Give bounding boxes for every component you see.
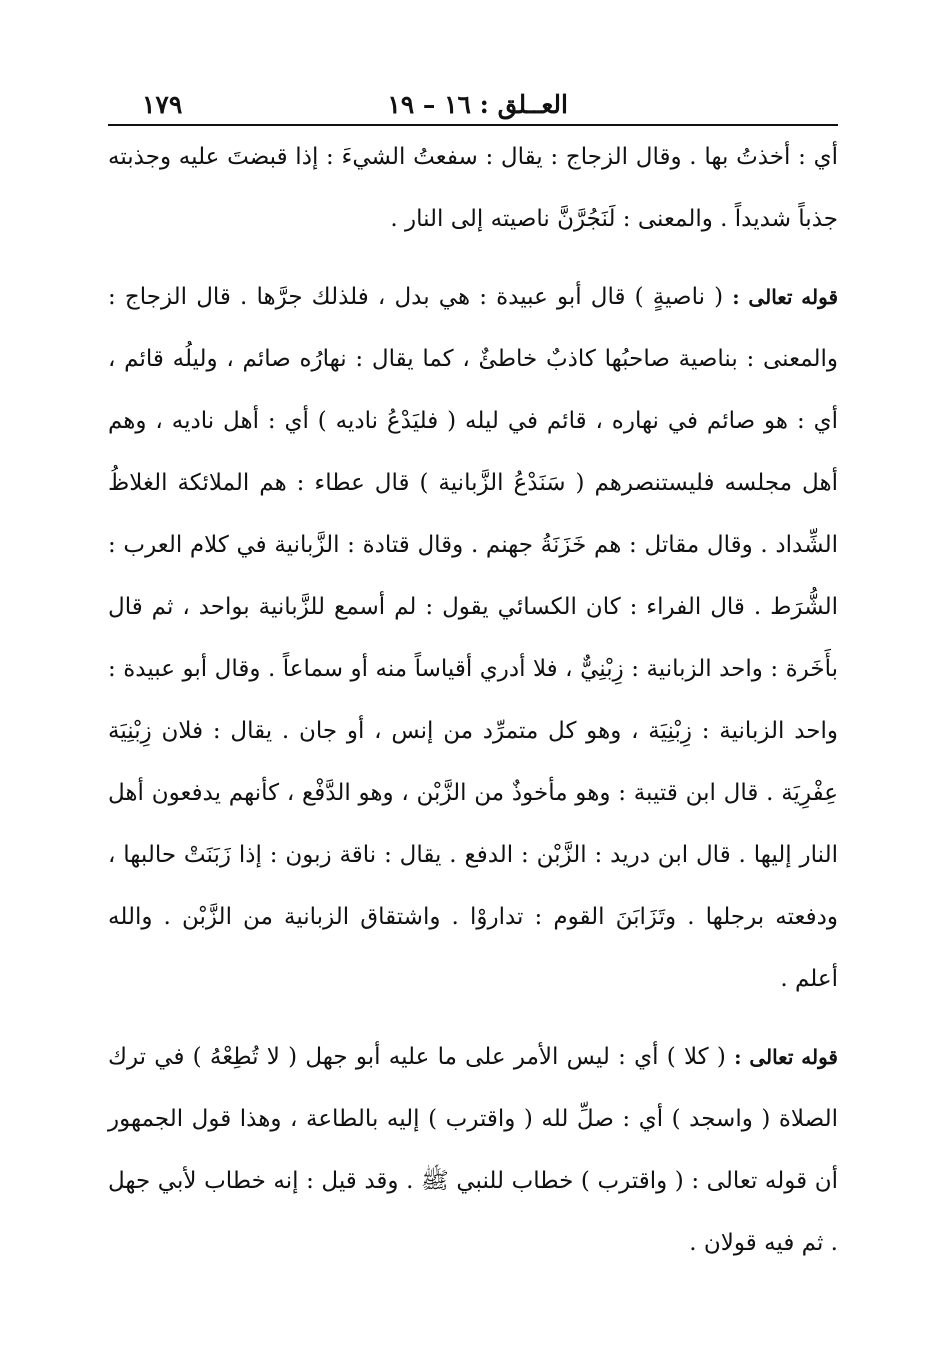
paragraph-3-text: ( كلا ) أي : ليس الأمر على ما عليه أبو جهل ( لا تُطِعْهُ ) في ترك الصلاة ( واسجد ) أي : صلِّ لله ( واقترب ) إليه بالطاعة ، وهذا قول الجمهور أن قوله تعالى : ( واقترب ) خطاب للنبي ﷺ . وقد قيل : إنه خطاب لأبي جهل . ثم فيه قولان . [108,1044,838,1256]
paragraph-1-text: أي : أخذتُ بها . وقال الزجاج : يقال : سفعتُ الشيءَ : إذا قبضتَ عليه وجذبته جذباً شديداً . والمعنى : لَنَجُرَّنَّ ناصيته إلى النار . [108,144,838,232]
paragraph-2-lead: قوله تعالى : [732,285,838,309]
paragraph-1 [108,126,838,250]
page-number: ١٧٩ [142,90,183,119]
header-divider [108,124,838,126]
running-header [108,82,838,126]
paragraph-2-text: ( ناصيةٍ ) قال أبو عبيدة : هي بدل ، فلذلك جرَّها . قال الزجاج : والمعنى : بناصية صاحبُها كاذبٌ خاطئٌ ، كما يقال : نهارُه صائم ، وليلُه قائم ، أي : هو صائم في نهاره ، قائم في ليله ( فليَدْعُ ناديه ) أي : أهل ناديه ، وهم أهل مجلسه فليستنصرهم ( سَنَدْعُ الزَّبانية ) قال عطاء : هم الملائكة الغلاظُ الشِّداد . وقال مقاتل : هم خَزَنَةُ جهنم . وقال قتادة : الزَّبانية في كلام العرب : الشُّرَط . قال الفراء : كان الكسائي يقول : لم أسمع للزَّبانية بواحد ، ثم قال بأَخَرة : واحد الزبانية : زِبْنِيٌّ ، فلا أدري أقياساً منه أو سماعاً . وقال أبو عبيدة : واحد الزبانية : زِبْنِيَة ، وهو كل متمرِّد من إنس ، أو جان . يقال : فلان زِبْنِيَة عِفْرِيَة . قال ابن قتيبة : وهو مأخوذٌ من الزَّبْن ، وهو الدَّفْع ، كأنهم يدفعون أهل النار إليها . قال ابن دريد : الزَّبْن : الدفع . يقال : ناقة زبون : إذا زَبَنَتْ حالبها ، ودفعته برجلها . وتَزَابَنَ القوم : تداروْا . واشتقاق الزبانية من الزَّبْن . والله أعلم . [108,284,838,992]
book-page [108,82,838,1274]
paragraph-3 [108,1026,838,1274]
running-title: العــلق : ١٦ – ١٩ [387,90,568,119]
paragraph-3-lead: قوله تعالى : [734,1045,838,1069]
paragraph-2 [108,266,838,1010]
